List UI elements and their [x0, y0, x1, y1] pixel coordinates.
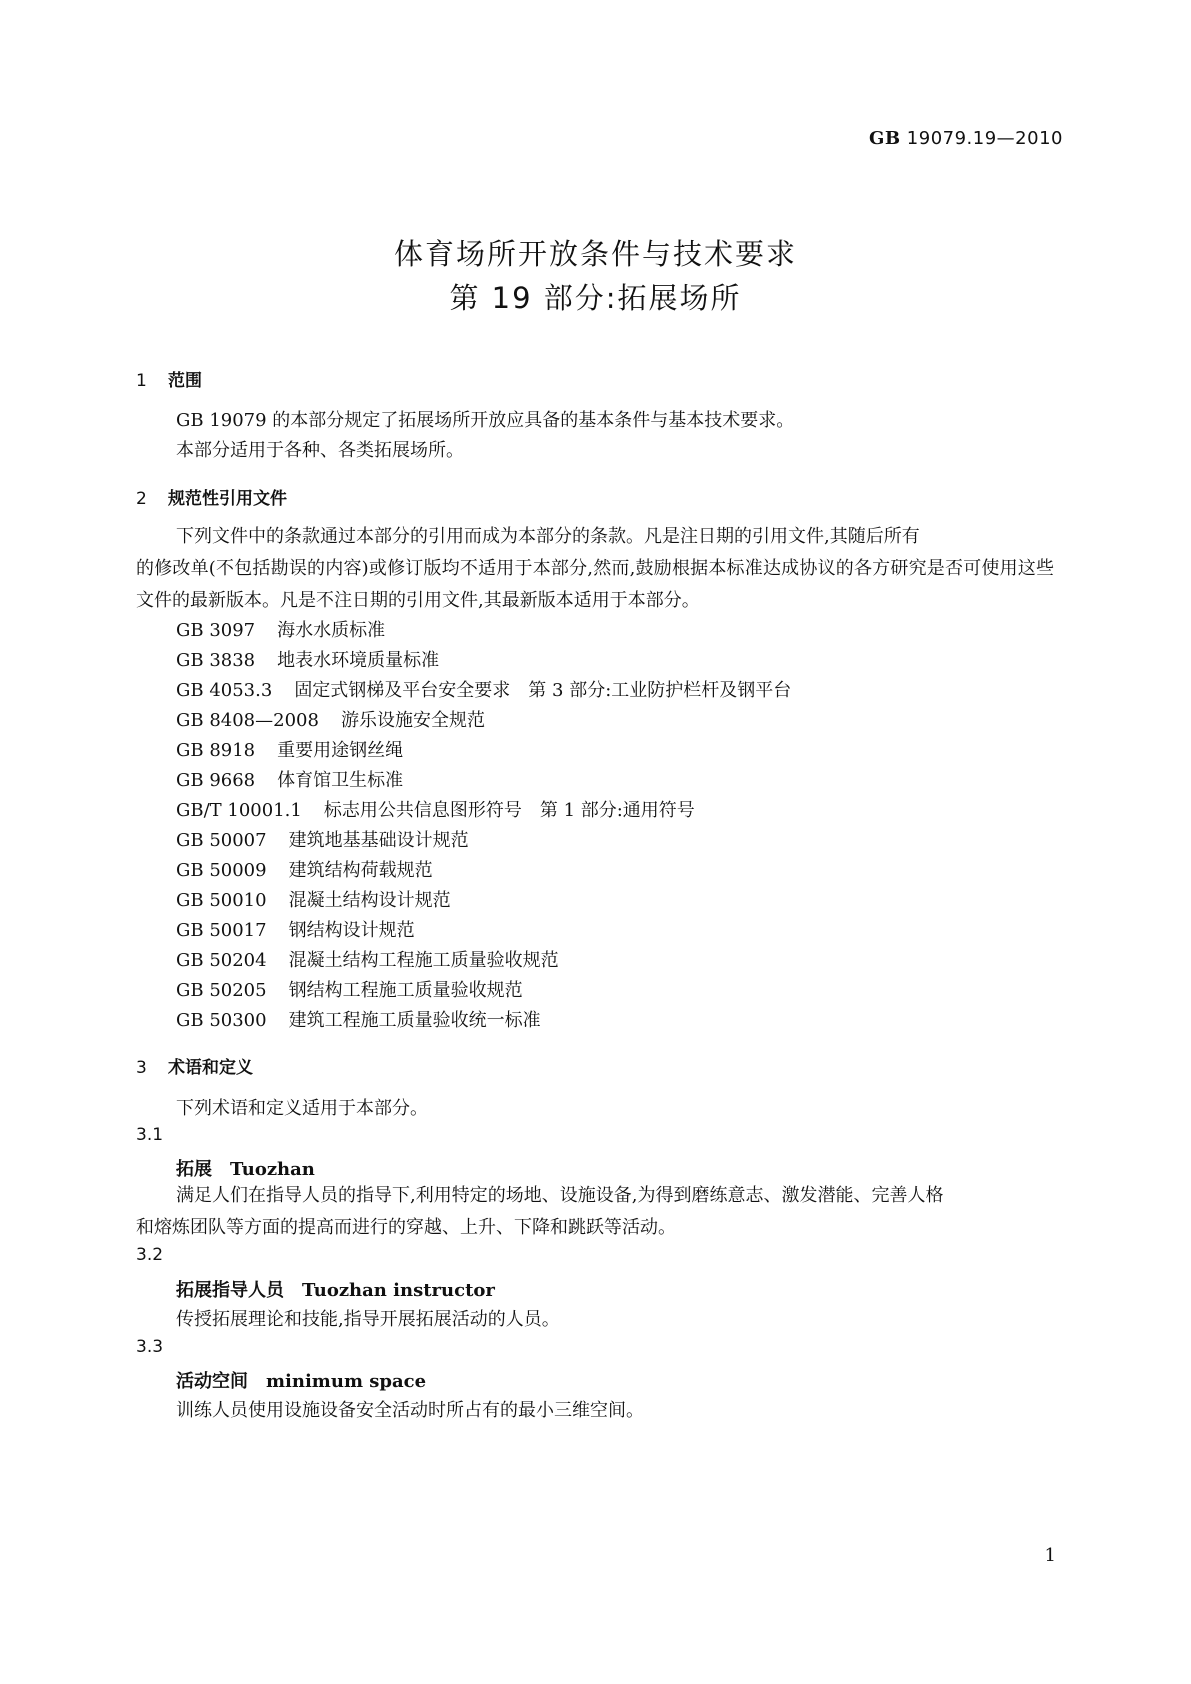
reference-code: GB 50009	[176, 860, 267, 881]
term-number: 3.3	[136, 1337, 164, 1357]
reference-title: 钢结构工程施工质量验收规范	[288, 980, 523, 1001]
reference-code: GB 50007	[176, 830, 267, 851]
section-2-heading	[136, 484, 287, 509]
term-number: 3.2	[136, 1245, 164, 1265]
document-title	[0, 232, 1191, 320]
term-definition: 训练人员使用设施设备安全活动时所占有的最小三维空间。	[176, 1400, 644, 1421]
term-heading	[176, 1276, 495, 1302]
reference-title: 混凝土结构工程施工质量验收规范	[288, 950, 559, 971]
reference-title: 建筑结构荷载规范	[288, 860, 433, 881]
reference-title: 地表水环境质量标准	[277, 650, 440, 671]
term-definition-first-line: 满足人们在指导人员的指导下,利用特定的场地、设施设备,为得到磨练意志、激发潜能、完善人格	[176, 1185, 944, 1206]
term-definition: 传授拓展理论和技能,指导开展拓展活动的人员。	[176, 1309, 560, 1330]
reference-code: GB 50300	[176, 1010, 267, 1031]
reference-code: GB 4053.3	[176, 680, 273, 701]
reference-code: GB 9668	[176, 770, 256, 791]
reference-title: 建筑工程施工质量验收统一标准	[288, 1010, 541, 1031]
reference-title: 海水水质标准	[277, 620, 386, 641]
reference-title: 建筑地基基础设计规范	[288, 830, 469, 851]
term-chinese: 拓展	[176, 1159, 212, 1180]
reference-title: 固定式钢梯及平台安全要求 第 3 部分:工业防护栏杆及钢平台	[294, 680, 792, 701]
section-3-number: 3	[136, 1058, 147, 1078]
reference-code: GB 3097	[176, 620, 256, 641]
reference-title: 混凝土结构设计规范	[288, 890, 451, 911]
section-1-heading	[136, 366, 202, 391]
reference-item	[176, 676, 791, 702]
section-3-intro: 下列术语和定义适用于本部分。	[176, 1098, 428, 1119]
page-number: 1	[1044, 1545, 1056, 1566]
term-number: 3.1	[136, 1125, 164, 1145]
term-definition	[136, 1180, 1054, 1244]
reference-item	[176, 706, 485, 732]
reference-title: 钢结构设计规范	[288, 920, 415, 941]
reference-item	[176, 916, 415, 942]
reference-item	[176, 616, 385, 642]
term-definition-rest: 和熔炼团队等方面的提高而进行的穿越、上升、下降和跳跃等活动。	[136, 1217, 676, 1238]
term-heading	[176, 1367, 426, 1393]
section-2-intro	[136, 521, 1054, 617]
section-1-paragraph-1: GB 19079 的本部分规定了拓展场所开放应具备的基本条件与基本技术要求。	[176, 410, 795, 431]
section-2-intro-first-line: 下列文件中的条款通过本部分的引用而成为本部分的条款。凡是注日期的引用文件,其随后所有	[176, 526, 920, 547]
reference-item	[176, 646, 439, 672]
reference-item	[176, 796, 695, 822]
reference-title: 重要用途钢丝绳	[277, 740, 404, 761]
reference-item	[176, 766, 403, 792]
reference-item	[176, 886, 451, 912]
term-english: minimum space	[266, 1371, 427, 1392]
title-line-1: 体育场所开放条件与技术要求	[393, 237, 797, 271]
section-3-heading	[136, 1053, 253, 1078]
reference-code: GB 50017	[176, 920, 267, 941]
term-chinese: 拓展指导人员	[176, 1280, 284, 1301]
reference-code: GB 50010	[176, 890, 267, 911]
reference-item	[176, 946, 559, 972]
reference-code: GB/T 10001.1	[176, 800, 302, 821]
reference-title: 标志用公共信息图形符号 第 1 部分:通用符号	[323, 800, 695, 821]
reference-item	[176, 1006, 541, 1032]
reference-code: GB 8918	[176, 740, 256, 761]
section-1-title: 范围	[168, 371, 202, 391]
reference-item	[176, 976, 523, 1002]
section-2-intro-rest: 的修改单(不包括勘误的内容)或修订版均不适用于本部分,然而,鼓励根据本标准达成协议的各方研究是否可使用这些文件的最新版本。凡是不注日期的引用文件,其最新版本适用于本部分。	[136, 558, 1054, 611]
reference-title: 体育馆卫生标准	[277, 770, 404, 791]
standard-code: 19079.19—2010	[906, 128, 1063, 149]
section-2-title: 规范性引用文件	[168, 489, 287, 509]
reference-item	[176, 826, 469, 852]
reference-item	[176, 736, 403, 762]
section-2-number: 2	[136, 489, 147, 509]
standard-prefix: GB	[868, 128, 901, 149]
standard-number	[869, 128, 1063, 149]
section-3-title: 术语和定义	[168, 1058, 253, 1078]
reference-code: GB 8408—2008	[176, 710, 319, 731]
reference-code: GB 3838	[176, 650, 256, 671]
reference-item	[176, 856, 433, 882]
section-1-paragraph-2: 本部分适用于各种、各类拓展场所。	[176, 440, 464, 461]
term-english: Tuozhan instructor	[302, 1280, 495, 1301]
title-line-2: 第 19 部分:拓展场所	[449, 281, 742, 315]
term-english: Tuozhan	[230, 1159, 315, 1180]
reference-code: GB 50204	[176, 950, 267, 971]
reference-code: GB 50205	[176, 980, 267, 1001]
term-heading	[176, 1155, 315, 1181]
reference-title: 游乐设施安全规范	[340, 710, 485, 731]
term-chinese: 活动空间	[176, 1371, 248, 1392]
section-1-number: 1	[136, 371, 147, 391]
